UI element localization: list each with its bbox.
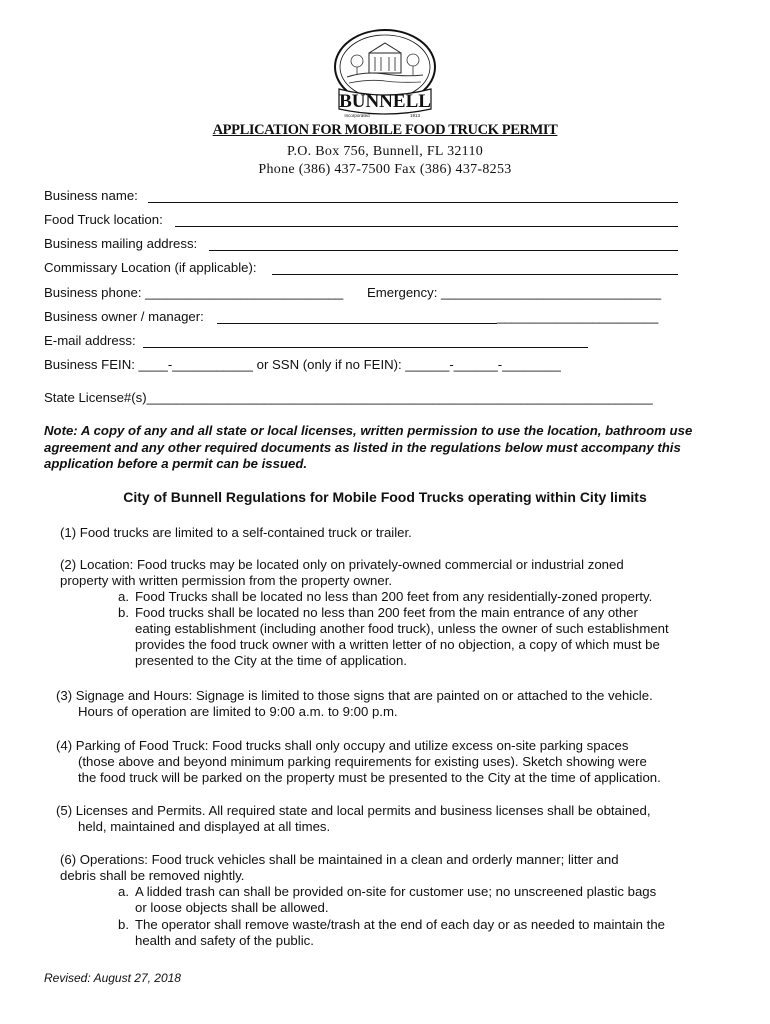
regulation-2b-line-4: presented to the City at the time of application. — [135, 653, 407, 668]
owner-line[interactable] — [217, 323, 497, 324]
food-truck-location-label: Food Truck location: — [44, 212, 163, 227]
city-seal-logo — [325, 27, 445, 121]
mailing-address-line[interactable] — [209, 250, 678, 251]
regulation-5-line-2: held, maintained and displayed at all times. — [78, 819, 331, 834]
regulation-3-line-2: Hours of operation are limited to 9:00 a.m. to 9:00 p.m. — [78, 704, 398, 719]
seal-incorporated: Incorporated — [344, 113, 370, 118]
food-truck-location-line[interactable] — [175, 226, 678, 227]
regulation-2b-line-1: Food trucks shall be located no less than 200 feet from the main entrance of any other — [135, 605, 638, 620]
regulation-2a-marker: a. — [118, 589, 129, 604]
email-line[interactable] — [143, 347, 588, 348]
business-phone-field[interactable]: Business phone: ___________________________ — [44, 285, 344, 300]
mailing-address-label: Business mailing address: — [44, 236, 198, 251]
regulation-1: (1) Food trucks are limited to a self-contained truck or trailer. — [60, 525, 412, 540]
state-license-field[interactable]: State License#(s)_____________________________________________________________________ — [44, 390, 653, 405]
regulation-6b-line-1: The operator shall remove waste/trash at the end of each day or as needed to maintain the — [135, 917, 666, 932]
regulation-2b-marker: b. — [118, 605, 129, 620]
regulation-2-line-1: (2) Location: Food trucks may be located only on privately-owned commercial or industrial zoned — [60, 557, 624, 572]
form-title: APPLICATION FOR MOBILE FOOD TRUCK PERMIT — [212, 122, 558, 138]
commissary-label: Commissary Location (if applicable): — [44, 260, 257, 275]
regulation-4-line-1: (4) Parking of Food Truck: Food trucks shall only occupy and utilize excess on-site parking spaces — [56, 738, 629, 753]
regulation-2b-line-2: eating establishment (including another food truck), unless the owner of such establishment — [135, 621, 669, 636]
business-name-line[interactable] — [148, 202, 678, 203]
regulation-2b-line-3: provides the food truck owner with a written letter of no objection, a copy of which must be — [135, 637, 660, 652]
regulation-6b-line-2: health and safety of the public. — [135, 933, 314, 948]
regulation-6a-line-1: A lidded trash can shall be provided on-site for customer use; no unscreened plastic bags — [135, 884, 657, 899]
regulation-5-line-1: (5) Licenses and Permits. All required state and local permits and business licenses shall be obtained, — [56, 803, 651, 818]
email-label: E-mail address: — [44, 333, 136, 348]
regulation-6a-line-2: or loose objects shall be allowed. — [135, 900, 329, 915]
commissary-line[interactable] — [272, 274, 678, 275]
regulation-6b-marker: b. — [118, 917, 129, 932]
regulations-heading: City of Bunnell Regulations for Mobile Food Trucks operating within City limits — [123, 489, 647, 505]
regulation-4-line-2: (those above and beyond minimum parking requirements for existing uses). Sketch showing were — [78, 754, 647, 769]
owner-line-tail[interactable]: ______________________ — [497, 309, 659, 324]
emergency-field[interactable]: Emergency: ______________________________ — [367, 285, 662, 300]
seal-name: BUNNELL — [339, 91, 431, 112]
regulation-2a-line-1: Food Trucks shall be located no less than 200 feet from any residentially-zoned property. — [135, 589, 653, 604]
business-name-label: Business name: — [44, 188, 138, 203]
revision-date: Revised: August 27, 2018 — [44, 971, 181, 985]
fein-ssn-field[interactable]: Business FEIN: ____-___________ or SSN (only if no FEIN): ______-______-________ — [44, 357, 561, 372]
regulation-6-line-2: debris shall be removed nightly. — [60, 868, 245, 883]
phone-fax: Phone (386) 437-7500 Fax (386) 437-8253 — [258, 162, 512, 177]
seal-year: 1913 — [409, 113, 421, 118]
regulation-2-line-2: property with written permission from the property owner. — [60, 573, 393, 588]
regulation-6a-marker: a. — [118, 884, 129, 899]
mailing-address: P.O. Box 756, Bunnell, FL 32110 — [286, 144, 484, 159]
required-documents-note: Note: A copy of any and all state or local licenses, written permission to use the location, bathroom use agreement and any other required documents as listed in the regulations below must accompany this application before a permit can be issued. — [44, 423, 693, 471]
regulation-4-line-3: the food truck will be parked on the property must be presented to the City at the time of application. — [78, 770, 661, 785]
regulation-6-line-1: (6) Operations: Food truck vehicles shall be maintained in a clean and orderly manner; litter and — [60, 852, 619, 867]
regulation-3-line-1: (3) Signage and Hours: Signage is limited to those signs that are painted on or attached to the vehicle. — [56, 688, 653, 703]
owner-label: Business owner / manager: — [44, 309, 204, 324]
